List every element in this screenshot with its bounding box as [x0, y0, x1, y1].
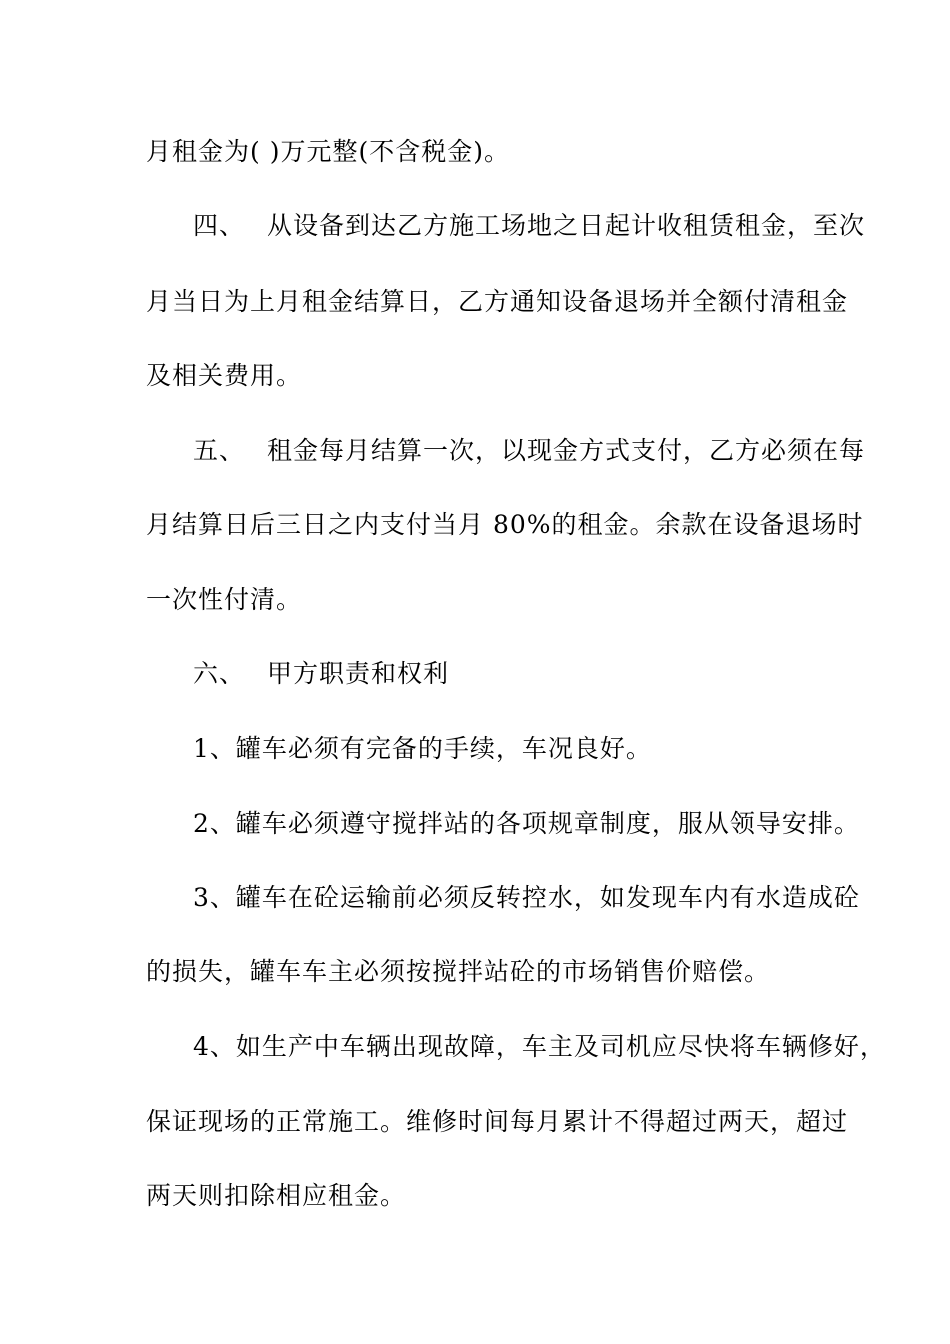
- text-line: 两天则扣除相应租金。: [146, 1181, 407, 1210]
- clause-number: 五、: [193, 436, 246, 465]
- clause-4-first-line: [193, 210, 865, 242]
- clause-5-first-line: [193, 435, 865, 467]
- text-line: 月租金为( )万元整(不含税金)。: [146, 137, 510, 166]
- text-line: 保证现场的正常施工。维修时间每月累计不得超过两天，超过: [146, 1107, 849, 1136]
- text-line: 的损失，罐车车主必须按搅拌站砼的市场销售价赔偿。: [146, 957, 771, 986]
- clause-text: 从设备到达乙方施工场地之日起计收租赁租金，至次: [267, 211, 866, 240]
- text-line: 月当日为上月租金结算日，乙方通知设备退场并全额付清租金: [146, 287, 849, 316]
- clause-title: 甲方职责和权利: [267, 659, 450, 688]
- clause-text: 租金每月结算一次，以现金方式支付，乙方必须在每: [267, 436, 866, 465]
- clause-6-heading: [193, 658, 449, 690]
- text-line: 月结算日后三日之内支付当月 80%的租金。余款在设备退场时: [146, 510, 864, 539]
- clause-number: 六、: [193, 659, 246, 688]
- item-2: 2、罐车必须遵守搅拌站的各项规章制度，服从领导安排。: [193, 809, 860, 838]
- item-3-first-line: 3、罐车在砼运输前必须反转控水，如发现车内有水造成砼: [193, 883, 860, 912]
- item-1: 1、罐车必须有完备的手续，车况良好。: [193, 734, 652, 763]
- text-line: 及相关费用。: [146, 361, 303, 390]
- item-4-first-line: 4、如生产中车辆出现故障，车主及司机应尽快将车辆修好，: [193, 1032, 886, 1061]
- clause-number: 四、: [193, 211, 246, 240]
- text-line: 一次性付清。: [146, 585, 303, 614]
